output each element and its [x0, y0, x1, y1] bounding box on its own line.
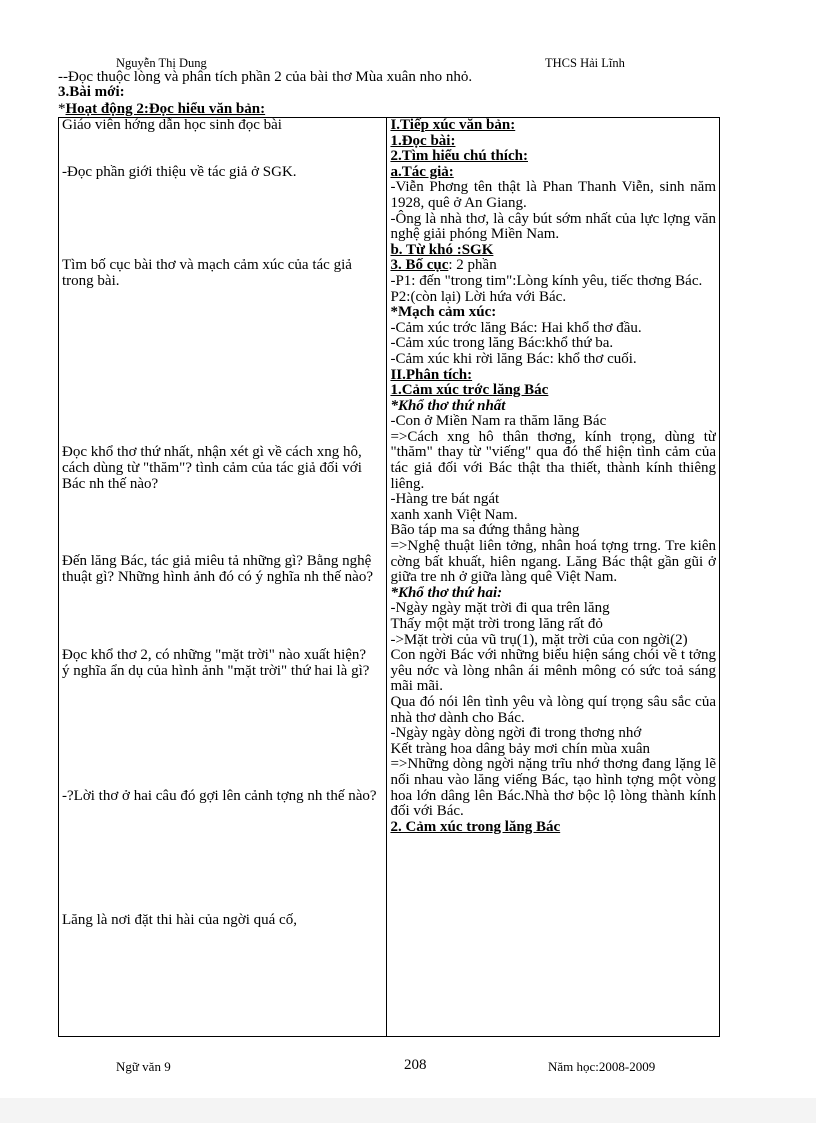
stanza-one-label: *Khổ thơ thứ nhất — [390, 397, 506, 414]
sun-analysis: ->Mặt trời của vũ trụ(1), mặt trời của con ngời(2) — [390, 631, 688, 648]
sun-line-1: -Ngày ngày mặt trời đi qua trên lăng — [390, 600, 610, 617]
header-school: THCS Hải Lĩnh — [545, 56, 625, 70]
left-item-4: Đến lăng Bác, tác giả miêu tả những gì? Bằng nghệ thuật gì? Những hình ảnh đó có ý nghĩa nh thế nào? — [62, 553, 373, 585]
stanza-one-line: -Con ở Miền Nam ra thăm lăng Bác — [390, 413, 607, 430]
intro-line: --Đọc thuộc lòng và phân tích phần 2 của bài thơ Mùa xuân nho nhỏ. — [58, 69, 473, 85]
bamboo-analysis: =>Nghệ thuật liên tởng, nhân hoá tợng trng. Tre kiên cờng bất khuất, hiên ngang. Lăng Bác thật gần gũi ở giữa tre nh ở giữa làng quê Việt Nam. — [390, 538, 716, 586]
heading-emotion-flow: *Mạch cảm xúc: — [390, 304, 497, 321]
content-column — [387, 118, 720, 1037]
stanza-one-analysis: =>Cách xng hô thân thơng, kính trọng, dùng từ "thăm" thay từ "viếng" qua đó thể hiện tình cảm của tác giả đối với Bác thật tha thiết, thành kính thiêng liêng. — [390, 428, 716, 492]
activity-title — [58, 101, 265, 117]
heading-read: 1.Đọc bài: — [390, 132, 456, 149]
lesson-table — [58, 117, 720, 1037]
stanza-two-label: *Khổ thơ thứ hai: — [390, 584, 503, 601]
left-item-7: -?Lời thơ ở hai câu đó gợi lên cảnh tợng nh thế nào? — [62, 787, 377, 804]
sun-line-2: Thấy một mặt trời trong lăng rất đỏ — [390, 616, 603, 632]
left-item-3: Đọc khổ thơ thứ nhất, nhận xét gì về cách xng hô, cách dùng từ "thăm"? tình cảm của tác giả đối với Bác nh thế nào? — [62, 444, 362, 492]
crowd-analysis: =>Những dòng ngời nặng trĩu nhớ thơng đang lặng lẽ nối nhau vào lăng viếng Bác, tạo hình tợng một vòng hoa lớn dâng lên Bác.Nhà thơ bộc lộ lòng thành kính đối với Bác. — [390, 756, 716, 820]
heading-vocabulary: b. Từ khó :SGK — [390, 241, 494, 258]
emotion-inside: -Cảm xúc trong lăng Bác:khổ thứ ba. — [390, 335, 614, 352]
section-title: 3.Bài mới: — [58, 84, 125, 100]
teacher-column — [59, 118, 387, 1037]
emotion-before: -Cảm xúc trớc lăng Bác: Hai khổ thơ đầu. — [390, 319, 642, 336]
left-item-0: Giáo viên hớng dẫn học sinh đọc bài — [62, 118, 282, 133]
bamboo-line-1: -Hàng tre bát ngát — [390, 491, 500, 508]
page-bottom-band — [0, 1098, 816, 1123]
structure-count: : 2 phần — [448, 257, 497, 274]
heading-text-intro: I.Tiếp xúc văn bản: — [390, 118, 516, 133]
page-number: 208 — [404, 1057, 427, 1073]
left-item-5: Đọc khổ thơ 2, có những "mặt trời" nào xuất hiện? — [62, 647, 367, 664]
left-item-8: Lăng là nơi đặt thi hài của ngời quá cố, — [62, 912, 297, 929]
structure-line — [390, 258, 716, 274]
activity-bullet: * — [58, 101, 66, 117]
header-author: Nguyễn Thị Dung — [116, 56, 207, 70]
heading-inside-mausoleum: 2. Cảm xúc trong lăng Bác — [390, 818, 561, 835]
heading-structure: 3. Bố cục — [390, 257, 449, 274]
footer-school-year: Năm học:2008-2009 — [548, 1059, 656, 1074]
crowd-line-1: -Ngày ngày dòng ngời đi trong thơng nhớ — [390, 725, 642, 742]
sun-conclusion: Qua đó nói lên tình yêu và lòng quí trọng sâu sắc của nhà thơ dành cho Bác. — [390, 693, 716, 726]
sun-meaning: Con ngời Bác với những biểu hiện sáng chói về t tởng yêu nớc và lòng nhân ái mênh mông có sức toả sáng mãi mãi. — [390, 647, 716, 695]
heading-before-mausoleum: 1.Cảm xúc trớc lăng Bác — [390, 382, 549, 399]
author-role: -Ông là nhà thơ, là cây bút sớm nhất của lực lợng văn nghệ giải phóng Miền Nam. — [390, 210, 716, 243]
crowd-line-2: Kết tràng hoa dâng bảy mơi chín mùa xuân — [390, 740, 650, 757]
part-one: -P1: đến "trong tim":Lòng kính yêu, tiếc thơng Bác. — [390, 272, 703, 289]
part-two: P2:(còn lại) Lời hứa với Bác. — [390, 288, 567, 305]
left-item-2: Tìm bố cục bài thơ và mạch cảm xúc của tác giả trong bài. — [62, 257, 352, 289]
emotion-leaving: -Cảm xúc khi rời lăng Bác: khổ thơ cuối. — [390, 350, 637, 367]
heading-annotations: 2.Tìm hiểu chú thích: — [390, 148, 528, 165]
activity-title-text: Hoạt động 2:Đọc hiểu văn bản: — [65, 101, 266, 117]
left-item-6: ý nghĩa ẩn dụ của hình ảnh "mặt trời" thứ hai là gì? — [62, 662, 370, 679]
left-item-1: -Đọc phần giới thiệu về tác giả ở SGK. — [62, 163, 297, 180]
footer-subject: Ngữ văn 9 — [116, 1059, 171, 1074]
author-bio: -Viễn Phơng tên thật là Phan Thanh Viễn, sinh năm 1928, quê ở An Giang. — [390, 179, 716, 211]
bamboo-line-3: Bão táp ma sa đứng thẳng hàng — [390, 522, 580, 539]
heading-analysis: II.Phân tích: — [390, 366, 473, 383]
heading-author: a.Tác giả: — [390, 163, 454, 180]
bamboo-line-2: xanh xanh Việt Nam. — [390, 506, 518, 523]
